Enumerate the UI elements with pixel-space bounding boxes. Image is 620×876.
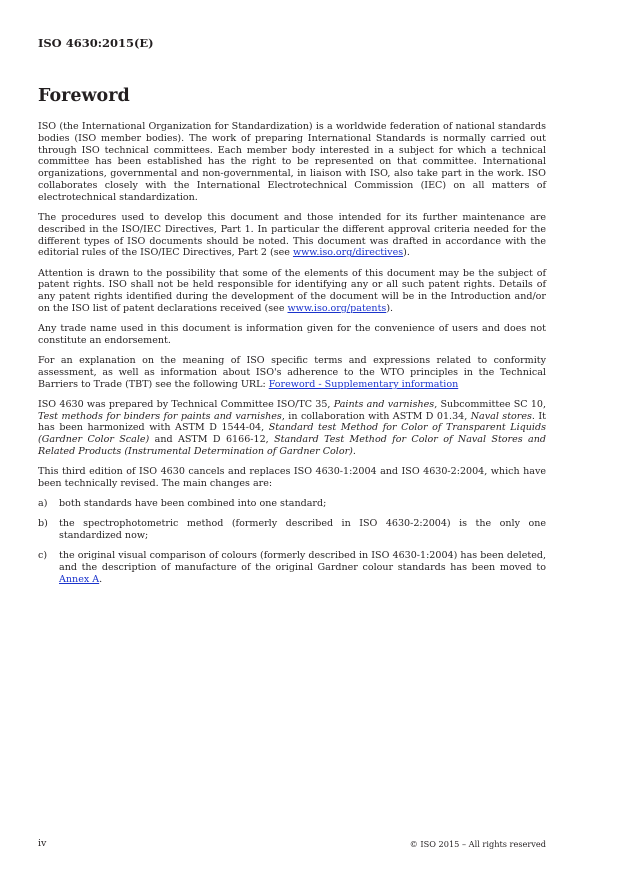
text: . [352, 446, 356, 458]
astm-committee-title: Naval stores [470, 410, 532, 422]
copyright-notice: © ISO 2015 – All rights reserved [409, 839, 546, 849]
text: and ASTM D 6166-12, [149, 434, 275, 446]
text: ISO 4630 was prepared by Technical Committee ISO/TC 35, [38, 398, 334, 410]
annex-a-link[interactable]: Annex A [59, 574, 100, 586]
paragraph-procedures [38, 212, 546, 259]
paragraph-conformity [38, 355, 546, 390]
list-item [38, 498, 546, 510]
text: ). [386, 302, 394, 314]
list-marker: c) [38, 550, 48, 562]
list-item [38, 550, 546, 585]
directives-link[interactable]: www.iso.org/directives [292, 247, 404, 259]
subcommittee-title: Test methods for binders for paints and varnishes [38, 410, 282, 422]
text: ). [403, 247, 410, 259]
paragraph-preparation [38, 399, 546, 458]
supplementary-info-link[interactable]: Foreword - Supplementary information [268, 378, 459, 390]
text: For an explanation on the meaning of ISO specific terms and expressions related to conformity assessment, as well as information about ISO's adherence to the WTO principles in the Technical Barriers to Trade (TBT) see the following URL: [38, 355, 546, 390]
astm-d1544-title: Standard test Method for Color of Transparent Liquids (Gardner Color Scale) [38, 422, 546, 446]
paragraph-trade-name: Any trade name used in this document is information given for the convenience of users and does not constitute an endorsement. [38, 323, 546, 346]
section-title: Foreword [38, 86, 130, 106]
document-identifier: ISO 4630:2015(E) [38, 36, 154, 50]
list-item-text: the original visual comparison of colours (formerly described in ISO 4630-1:2004) has been deleted, and the description of manufacture of the original Gardner colour standards has been moved to [59, 550, 546, 574]
page-number: iv [38, 838, 47, 849]
text: . [99, 574, 103, 586]
paragraph-edition: This third edition of ISO 4630 cancels and replaces ISO 4630-1:2004 and ISO 4630-2:2004, which have been technically revised. The main changes are: [38, 466, 546, 490]
list-item-text: both standards have been combined into one standard; [59, 498, 327, 510]
changes-list [38, 498, 546, 586]
astm-d6166-title: Standard Test Method for Color of Naval Stores and Related Products (Instrumental Determination of Gardner Color) [38, 434, 546, 458]
list-item-text: the spectrophotometric method (formerly described in ISO 4630-2:2004) is the only one standardized now; [59, 518, 546, 542]
paragraph-patents [38, 268, 546, 315]
text: . It has been harmonized with ASTM D 1544-04, [38, 410, 546, 434]
list-item [38, 518, 546, 542]
list-marker: a) [38, 498, 48, 510]
patents-link[interactable]: www.iso.org/patents [287, 302, 387, 314]
text: , Subcommittee SC 10, [434, 398, 547, 410]
text: , in collaboration with ASTM D 01.34, [281, 410, 471, 422]
committee-title: Paints and varnishes [333, 398, 435, 410]
text: Attention is drawn to the possibility that some of the elements of this document may be the subject of patent rights. ISO shall not be held responsible for identifying any or all such patent rights. Details of any patent rights identified during the development of the document will be in the Introduction and/or on the ISO list of patent declarations received (see [38, 267, 546, 314]
list-marker: b) [38, 518, 48, 530]
text: The procedures used to develop this document and those intended for its further maintenance are described in the ISO/IEC Directives, Part 1. In particular the different approval criteria needed for the different types of ISO documents should be noted. This document was drafted in accordance with the editorial rules of the ISO/IEC Directives, Part 2 (see [38, 211, 546, 259]
foreword-body [38, 121, 546, 594]
paragraph-iso-intro: ISO (the International Organization for Standardization) is a worldwide federation of national standards bodies (ISO member bodies). The work of preparing International Standards is normally carried out through ISO technical committees. Each member body interested in a subject for which a technical committee has been established has the right to be represented on that committee. International organizations, governmental and non-governmental, in liaison with ISO, also take part in the work. ISO collaborates closely with the International Electrotechnical Commission (IEC) on all matters of electrotechnical standardization. [38, 121, 546, 203]
